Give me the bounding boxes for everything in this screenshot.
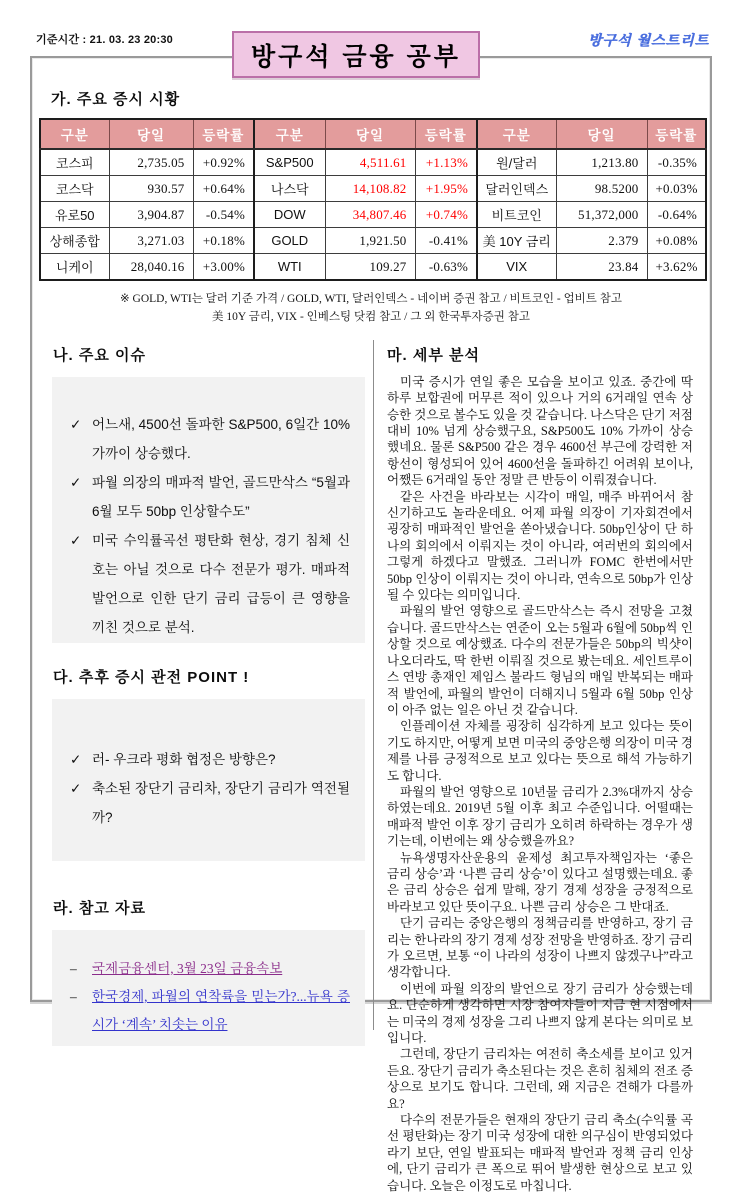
section-b-heading: 나. 주요 이슈 (53, 346, 146, 364)
change-cell: -0.64% (647, 202, 706, 228)
change-cell: +0.64% (193, 176, 254, 202)
analysis-paragraph: 다수의 전문가들은 현재의 장단기 금리 축소(수익률 곡선 평탄화)는 장기 미국 성장에 대한 의구심이 반영되었다라기 보단, 연일 발표되는 매파적 발언과 정책 금리 인상에, 단기 금리가 큰 폭으로 뛰어 발생한 현상으로 보고 있습니다. 오늘은 이정도로 마칩니다. (387, 1113, 693, 1193)
analysis-paragraphs (387, 374, 693, 1194)
watchpoints-panel (52, 699, 365, 861)
list-item (67, 410, 350, 468)
check-icon: ✓ (70, 780, 82, 796)
analysis-paragraph: 그런데, 장단기 금리차는 여전히 축소세를 보이고 있거든요. 장단기 금리가 축소된다는 것은 흔히 침체의 전조 증상으로 보기도 합니다. 그런데, 왜 지금은 견해가 다를까요? (387, 1047, 693, 1111)
price-cell: 109.27 (325, 254, 415, 281)
instrument-cell: VIX (477, 254, 556, 281)
dash-icon: – (70, 960, 77, 976)
list-item-text: 어느새, 4500선 돌파한 S&P500, 6일간 10% 가까이 상승했다. (92, 416, 350, 461)
price-cell: 34,807.46 (325, 202, 415, 228)
list-item-text: 미국 수익률곡선 평탄화 현상, 경기 침체 신호는 아닐 것으로 다수 전문가 평가. 매파적 발언으로 인한 단기 금리 급등이 큰 영향을 끼친 것으로 분석. (92, 532, 350, 635)
instrument-cell: 美 10Y 금리 (477, 228, 556, 254)
price-cell: 98.5200 (556, 176, 647, 202)
issues-list (67, 410, 350, 642)
watchpoints-list (67, 745, 350, 832)
change-cell: -0.41% (415, 228, 477, 254)
dash-icon: – (70, 989, 77, 1005)
instrument-cell: 코스피 (40, 149, 109, 176)
check-icon: ✓ (70, 416, 82, 432)
column-header: 당일 (556, 119, 647, 149)
instrument-cell: S&P500 (254, 149, 325, 176)
section-a-heading: 가. 주요 증시 시황 (51, 91, 181, 108)
price-cell: 28,040.16 (109, 254, 193, 281)
change-cell: -0.54% (193, 202, 254, 228)
table-row (40, 254, 706, 281)
timestamp-label: 기준시간 : 21. 03. 23 20:30 (36, 34, 173, 46)
change-cell: +1.95% (415, 176, 477, 202)
footnote-line: 美 10Y 금리, VIX - 인베스팅 닷컴 참고 / 그 외 한국투자증권 참고 (212, 311, 530, 324)
price-cell: 3,271.03 (109, 228, 193, 254)
table-footnote (39, 290, 703, 327)
list-item (67, 745, 350, 774)
analysis-paragraph: 이번에 파월 의장의 발언으로 장기 금리가 상승했는데요. 단순하게 생각하면 시장 참여자들이 지금 현 시점에서는 미국의 경제 성장을 그리 나쁘지 않게 본다는 의미로 보입니다. (387, 981, 693, 1046)
analysis-paragraph: 파월의 발언 영향으로 골드만삭스는 즉시 전망을 고쳤습니다. 골드만삭스는 연준이 오는 5월과 6월에 50bp씩 인상할 것으로 예상했죠. 다수의 전문가들은 50bp의 빅샷이 나오더라도, 딱 한번 이뤄질 것으로 봤는데요. 세인트루이스 연방 총재인 제임스 불라드 형님의 매일 반복되는 매파적 발언에, 파월의 발언이 더해지니 5월과 6월 50bp 인상이 아주 없는 일은 아닌 것 같습니다. (387, 604, 693, 717)
instrument-cell: 유로50 (40, 202, 109, 228)
analysis-paragraph: 같은 사건을 바라보는 시각이 매일, 매주 바뀌어서 참 신기하고도 놀라운데요. 어제 파월 의장이 기자회견에서 굉장히 매파적인 발언을 쏟아냈습니다. 50bp인상이 단 하나의 회의에서 이뤄지는 것이 아니라, 여러번의 회의에서 그렇게 하겠다고 말했죠. 그러니까 FOMC 한번에서만 50bp 인상이 이뤄지는 것이 아니라, 연속으로 50bp가 인상될 수 있다는 의미입니다. (387, 489, 693, 603)
reference-link-list (67, 955, 350, 1040)
list-item-text: 축소된 장단기 금리차, 장단기 금리가 역전될까? (92, 780, 350, 825)
two-column-area (39, 340, 703, 1193)
price-cell: 1,921.50 (325, 228, 415, 254)
analysis-paragraph: 파월의 발언 영향으로 10년물 금리가 2.3%대까지 상승하였는데요. 2019년 5월 이후 최고 수준입니다. 어떨때는 매파적 발언 이후 장기 금리가 오히려 하락하는 경우가 생기는데, 이번에는 왜 상승했을까요? (387, 784, 693, 849)
instrument-cell: 원/달러 (477, 149, 556, 176)
issues-panel (52, 377, 365, 643)
column-header: 등락률 (193, 119, 254, 149)
check-icon: ✓ (70, 751, 82, 767)
column-header: 등락률 (415, 119, 477, 149)
price-cell: 930.57 (109, 176, 193, 202)
page-title: 방구석 금융 공부 (232, 31, 480, 78)
price-cell: 51,372,000 (556, 202, 647, 228)
document-body (30, 56, 712, 1193)
list-item (67, 526, 350, 642)
change-cell: +3.62% (647, 254, 706, 281)
instrument-cell: 상해종합 (40, 228, 109, 254)
analysis-paragraph: 인플레이션 자체를 굉장히 심각하게 보고 있다는 뜻이기도 하지만, 어떻게 보면 미국의 중앙은행 의장이 미국 경제를 나름 긍정적으로 보고 있다는 뜻으로 해석 가능하기도 합니다. (387, 719, 693, 783)
column-header: 구분 (254, 119, 325, 149)
column-header: 당일 (109, 119, 193, 149)
section-c-heading: 다. 추후 증시 관전 POINT ! (53, 668, 250, 686)
list-item-text: 파월 의장의 매파적 발언, 골드만삭스 “5월과 6월 모두 50bp 인상할수도” (92, 474, 350, 519)
reference-item (67, 983, 350, 1040)
reference-link[interactable]: 한국경제, 파월의 연착륙을 믿는가?...뉴욕 증시가 ‘계속’ 치솟는 이유 (92, 989, 350, 1033)
table-row (40, 149, 706, 176)
change-cell: -0.63% (415, 254, 477, 281)
column-header: 구분 (477, 119, 556, 149)
check-icon: ✓ (70, 474, 82, 490)
instrument-cell: DOW (254, 202, 325, 228)
right-column (373, 340, 703, 1193)
change-cell: -0.35% (647, 149, 706, 176)
change-cell: +0.08% (647, 228, 706, 254)
table-row (40, 202, 706, 228)
instrument-cell: 니케이 (40, 254, 109, 281)
analysis-paragraph: 뉴욕생명자산운용의 윤제성 최고투자책임자는 ‘좋은 금리 상승’과 ‘나쁜 금리 상승’이 있다고 설명했는데요. 좋은 금리 상승은 쉽게 말해, 장기 경제 성장을 긍정적으로 바라보고 있단 뜻이구요. 나쁜 금리 상승은 그 반대죠. (387, 850, 693, 914)
price-cell: 4,511.61 (325, 149, 415, 176)
list-item (67, 774, 350, 832)
footnote-line: ※ GOLD, WTI는 달러 기준 가격 / GOLD, WTI, 달러인덱스 - 네이버 증권 참고 / 비트코인 - 업비트 참고 (120, 293, 622, 305)
change-cell: +0.18% (193, 228, 254, 254)
change-cell: +0.92% (193, 149, 254, 176)
price-cell: 3,904.87 (109, 202, 193, 228)
market-table-body (40, 149, 706, 280)
column-header: 당일 (325, 119, 415, 149)
instrument-cell: WTI (254, 254, 325, 281)
references-panel (52, 930, 365, 1046)
change-cell: +1.13% (415, 149, 477, 176)
instrument-cell: 코스닥 (40, 176, 109, 202)
analysis-paragraph: 단기 금리는 중앙은행의 정책금리를 반영하고, 장기 금리는 한나라의 장기 경제 성장 전망을 반영하죠. 장기 금리가 오르면, 보통 “이 나라의 성장이 나쁘지 않겠구나”라고 생각합니다. (387, 916, 693, 980)
change-cell: +0.74% (415, 202, 477, 228)
instrument-cell: 나스닥 (254, 176, 325, 202)
column-header: 등락률 (647, 119, 706, 149)
change-cell: +3.00% (193, 254, 254, 281)
instrument-cell: 달러인덱스 (477, 176, 556, 202)
column-header: 구분 (40, 119, 109, 149)
price-cell: 1,213.80 (556, 149, 647, 176)
section-e-heading: 마. 세부 분석 (387, 346, 480, 364)
left-column (39, 340, 373, 1033)
price-cell: 2,735.05 (109, 149, 193, 176)
check-icon: ✓ (70, 532, 82, 548)
market-table (39, 118, 707, 281)
site-logo: 방구석 월스트리트 (587, 32, 709, 48)
list-item-text: 러- 우크라 평화 협정은 방향은? (92, 751, 276, 767)
reference-link[interactable]: 국제금융센터, 3월 23일 금융속보 (92, 960, 283, 976)
analysis-paragraph: 미국 증시가 연일 좋은 모습을 보이고 있죠. 중간에 딱 하루 보합권에 머무른 적이 있으나 거의 6거래일 연속 상승한 것으로 볼수도 있을 것 같습니다. 나스닥은 단기 저점 대비 10% 넘게 상승했구요, S&P500도 10% 가까이 상승했네요. 물론 S&P500 같은 경우 4600선 부근에 강력한 저항선이 형성되어 있어 4600선을 돌파하긴 어려워 보이나, 어쨌든 6거래일 동안 정말 큰 반등이 이뤄졌습니다. (387, 374, 693, 488)
section-d-heading: 라. 참고 자료 (53, 899, 146, 917)
table-row (40, 228, 706, 254)
table-row (40, 176, 706, 202)
instrument-cell: 비트코인 (477, 202, 556, 228)
price-cell: 2.379 (556, 228, 647, 254)
reference-item (67, 955, 350, 983)
instrument-cell: GOLD (254, 228, 325, 254)
change-cell: +0.03% (647, 176, 706, 202)
price-cell: 23.84 (556, 254, 647, 281)
list-item (67, 468, 350, 526)
market-table-header-row (40, 119, 706, 149)
price-cell: 14,108.82 (325, 176, 415, 202)
